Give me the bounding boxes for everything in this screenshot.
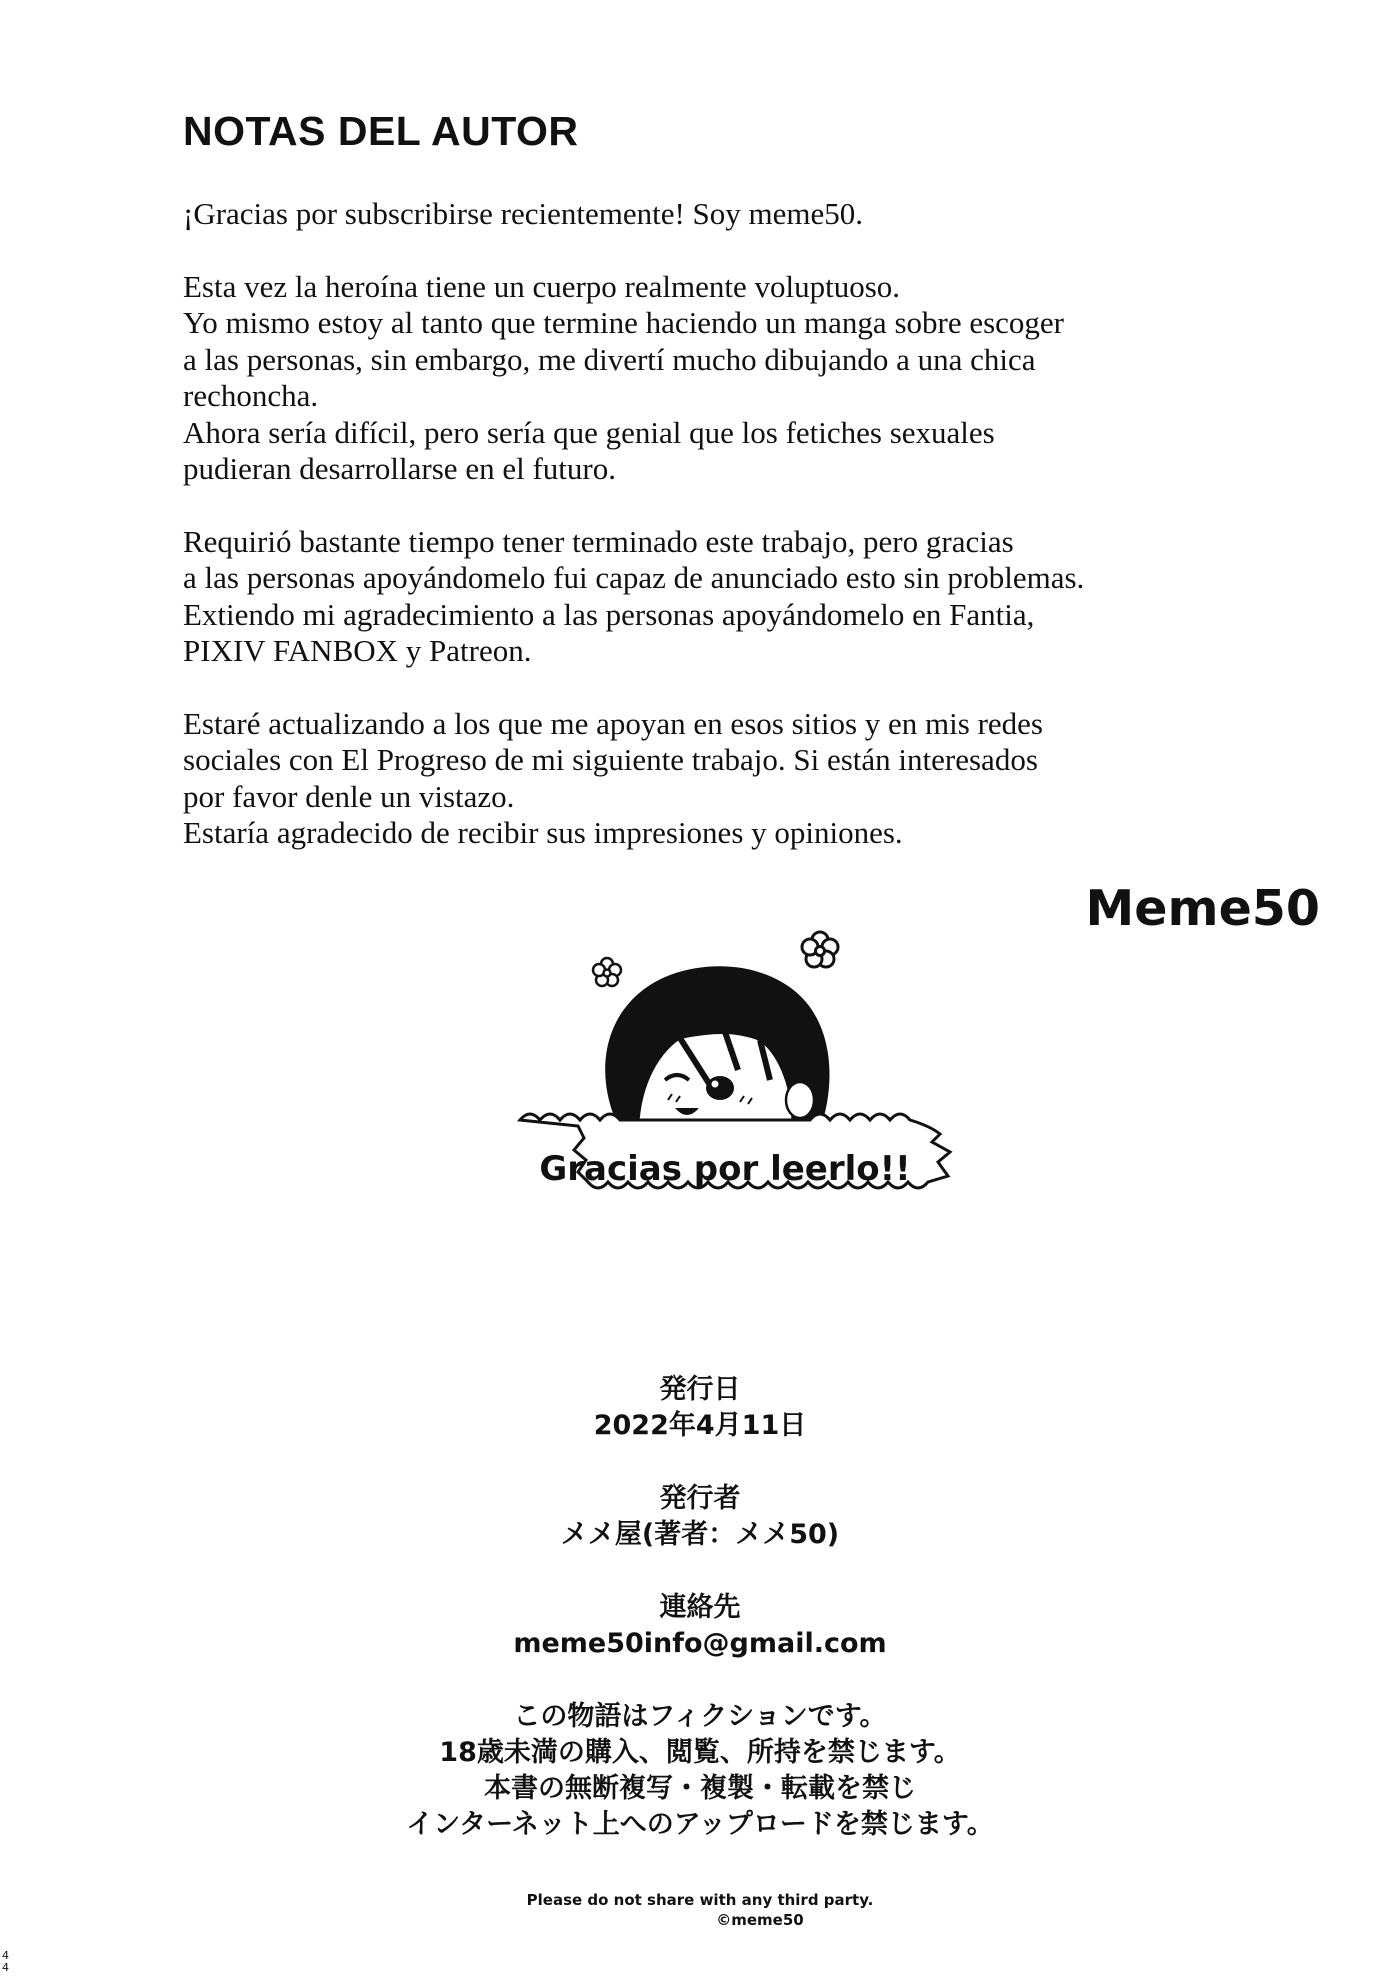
author-signature: Meme50: [1085, 880, 1320, 937]
share-notice: Please do not share with any third party.: [526, 1891, 874, 1909]
paragraph: [183, 524, 1283, 670]
notice-line: 本書の無断複写・複製・転載を禁じ: [484, 1773, 916, 1804]
page-title: NOTAS DEL AUTOR: [183, 108, 579, 154]
publication-info: [0, 1372, 1400, 1843]
publisher-block: [0, 1481, 1400, 1553]
publisher-value: メメ屋(著者：メメ50): [560, 1519, 840, 1550]
paragraph: [183, 269, 1283, 488]
text-line: por favor denle un vistazo.: [183, 778, 515, 814]
author-notes-body: [183, 196, 1283, 888]
flower-icon: [593, 958, 621, 986]
flower-icon: [802, 932, 838, 967]
footer: [0, 1890, 1400, 1930]
contact-label: 連絡先: [659, 1592, 741, 1623]
text-line: a las personas apoyándomelo fui capaz de anunciado esto sin problemas.: [183, 560, 1085, 595]
contact-email: meme50info@gmail.com: [513, 1628, 887, 1659]
text-line: Estaría agradecido de recibir sus impresiones y opiniones.: [183, 815, 903, 850]
publish-date-value: 2022年4月11日: [593, 1410, 807, 1441]
notice-line: この物語はフィクションです。: [513, 1701, 887, 1732]
text-line: Extiendo mi agradecimiento a las personas apoyándomelo en Fantia,: [183, 596, 1035, 632]
paragraph: [183, 706, 1283, 852]
text-line: PIXIV FANBOX y Patreon.: [183, 633, 532, 668]
text-line: ¡Gracias por subscribirse recientemente! Soy meme50.: [183, 196, 864, 231]
text-line: Esta vez la heroína tiene un cuerpo realmente voluptuoso.: [183, 268, 901, 304]
text-line: Ahora sería difícil, pero sería que genial que los fetiches sexuales: [183, 414, 995, 450]
text-line: pudieran desarrollarse en el futuro.: [183, 451, 616, 486]
notice-line: 18歳未満の購入、閲覧、所持を禁じます。: [439, 1737, 961, 1768]
contact-block: [0, 1590, 1400, 1662]
page-number-text: 44: [2, 1949, 9, 1974]
bubble-caption: Gracias por leerlo!!: [539, 1149, 911, 1189]
publish-date-block: [0, 1372, 1400, 1444]
copyright: ©meme50: [716, 1911, 804, 1929]
chibi-illustration: [470, 920, 990, 1250]
text-line: Estaré actualizando a los que me apoyan en esos sitios y en mis redes: [183, 705, 1043, 741]
text-line: Yo mismo estoy al tanto que termine haciendo un manga sobre escoger: [183, 305, 1065, 340]
text-line: Requirió bastante tiempo tener terminado este trabajo, pero gracias: [183, 523, 1014, 559]
publish-date-label: 発行日: [659, 1374, 741, 1405]
legal-notice: [0, 1699, 1400, 1843]
page-number: [2, 1950, 9, 1974]
text-line: sociales con El Progreso de mi siguiente trabajo. Si están interesados: [183, 742, 1038, 777]
text-line: a las personas, sin embargo, me divertí mucho dibujando a una chica: [183, 341, 1036, 377]
paragraph: [183, 196, 1283, 233]
notice-line: インターネット上へのアップロードを禁じます。: [406, 1809, 994, 1840]
text-line: rechoncha.: [183, 378, 319, 413]
publisher-label: 発行者: [659, 1483, 741, 1514]
